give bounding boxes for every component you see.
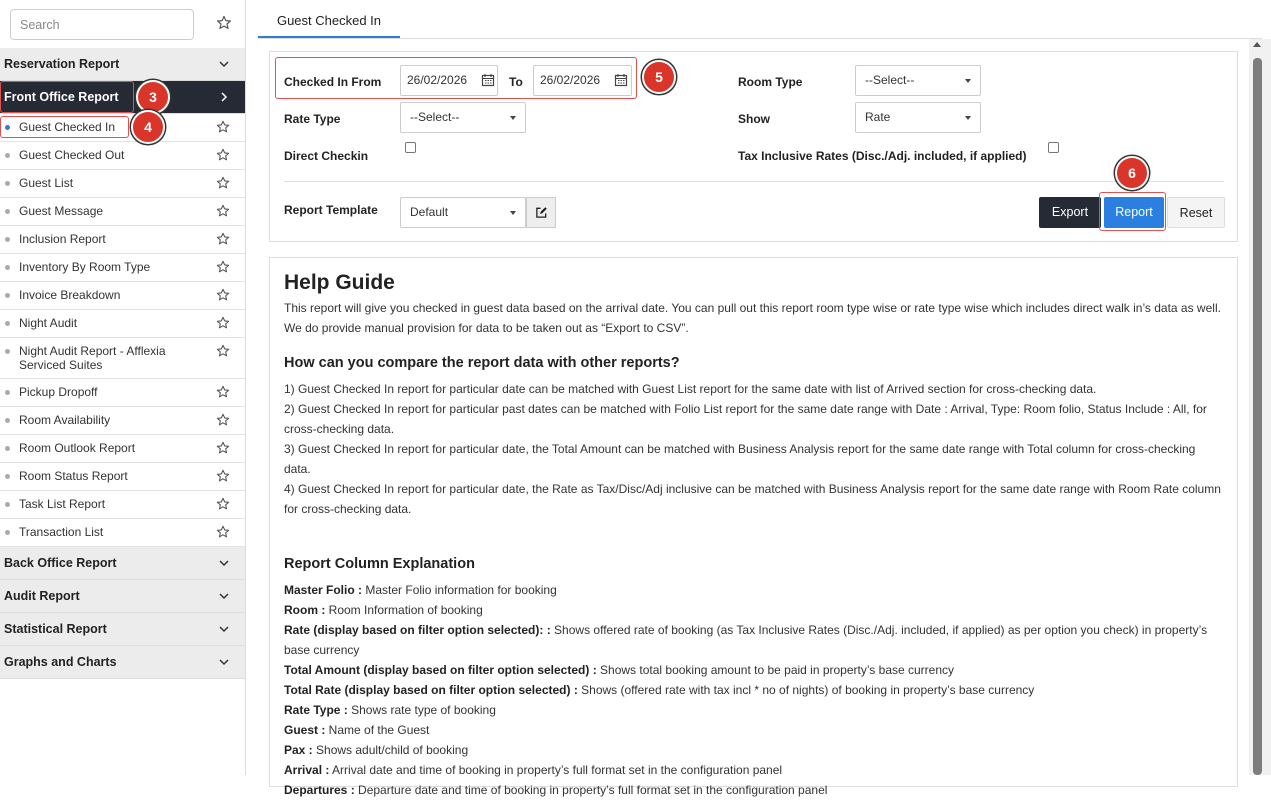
- help-intro: This report will give you checked in guest data based on the arrival date. You can pull out this report room type wise or rate type wise which includes direct walk in’s data as well. We do provide manual provision for data to be taken out as “Export to CSV”.: [284, 301, 1221, 335]
- direct-checkin-label: Direct Checkin: [284, 149, 369, 163]
- column-explanation: [284, 780, 1223, 800]
- column-desc: Name of the Guest: [325, 723, 430, 737]
- bullet-dot-icon: [5, 418, 10, 423]
- compare-list: [284, 379, 1223, 519]
- sidebar-item[interactable]: [0, 519, 245, 547]
- sidebar-item[interactable]: [0, 407, 245, 435]
- column-explanation: [284, 740, 1223, 760]
- step-badge-5: 5: [642, 60, 676, 94]
- compare-item: 1) Guest Checked In report for particular date can be matched with Guest List report for the same date with list of Arrived section for cross-checking data.: [284, 382, 1097, 396]
- column-desc: Shows adult/child of booking: [312, 743, 469, 757]
- sidebar-item[interactable]: [0, 142, 245, 170]
- search-box: [10, 9, 194, 40]
- favorite-star-icon[interactable]: [216, 288, 230, 302]
- column-desc: Shows total booking amount to be paid in property’s base currency: [596, 663, 955, 677]
- sidebar-item-label: Pickup Dropoff: [19, 385, 98, 399]
- column-explanation: [284, 660, 1223, 680]
- favorite-star-icon[interactable]: [216, 497, 230, 511]
- favorite-star-icon[interactable]: [216, 316, 230, 330]
- sidebar-item[interactable]: [0, 226, 245, 254]
- section-label: Reservation Report: [4, 57, 120, 71]
- room-type-select[interactable]: [855, 65, 981, 96]
- dropdown-caret-icon: [510, 211, 516, 215]
- compare-item: 3) Guest Checked In report for particular date, the Total Amount can be matched with Business Analysis report for the same date range with Total column for cross-checking data.: [284, 442, 1196, 476]
- direct-checkin-checkbox[interactable]: [405, 142, 416, 153]
- column-name: Arrival :: [284, 763, 330, 777]
- chevron-down-icon: [217, 589, 231, 603]
- report-button[interactable]: Report: [1104, 197, 1164, 228]
- favorite-star-icon[interactable]: [216, 525, 230, 539]
- chevron-right-icon: [217, 90, 231, 104]
- chevron-down-icon: [217, 57, 231, 71]
- column-desc: Shows (offered rate with tax incl * no of nights) of booking in property’s base currency: [577, 683, 1035, 697]
- bullet-dot-icon: [5, 390, 10, 395]
- show-select[interactable]: [855, 102, 981, 133]
- highlight-date-range: [275, 57, 637, 99]
- step-badge-6: 6: [1115, 156, 1149, 190]
- compare-item: 2) Guest Checked In report for particular past dates can be matched with Folio List report for the same date range with Date : Arrival, Type: Room folio, Status Include : All, for cross-checking data.: [284, 402, 1207, 436]
- section-label: Statistical Report: [4, 622, 107, 636]
- export-button[interactable]: Export: [1039, 197, 1101, 228]
- column-explanation: [284, 620, 1223, 660]
- column-desc: Shows rate type of booking: [347, 703, 496, 717]
- sidebar-item[interactable]: [0, 379, 245, 407]
- section-label: Front Office Report: [4, 90, 119, 104]
- search-input[interactable]: [10, 9, 194, 40]
- show-value: Rate: [865, 110, 891, 124]
- columns-heading: Report Column Explanation: [284, 556, 475, 572]
- compare-item: 4) Guest Checked In report for particular date, the Rate as Tax/Disc/Adj inclusive can be matched with Business Analysis report for the same date range with Room Rate column for cross-checking data.: [284, 482, 1221, 516]
- column-name: Room :: [284, 603, 326, 617]
- compare-heading: How can you compare the report data with other reports?: [284, 355, 680, 371]
- section-graphs-and-charts[interactable]: [0, 646, 245, 679]
- column-explanation: [284, 720, 1223, 740]
- sidebar-item[interactable]: [0, 491, 245, 519]
- show-label: Show: [738, 112, 770, 126]
- bullet-dot-icon: [5, 237, 10, 242]
- sidebar-item-label: Task List Report: [19, 497, 106, 511]
- column-explanation: [284, 700, 1223, 720]
- favorite-star-icon[interactable]: [216, 413, 230, 427]
- bullet-dot-icon: [5, 293, 10, 298]
- favorite-star-icon[interactable]: [216, 148, 230, 162]
- column-explanation: [284, 760, 1223, 780]
- favorite-star-icon[interactable]: [216, 385, 230, 399]
- bullet-dot-icon: [5, 349, 10, 354]
- sidebar-item-label: Guest Checked In: [19, 120, 116, 134]
- favorite-star-icon[interactable]: [216, 204, 230, 218]
- highlight-front-office-report: [0, 81, 134, 113]
- sidebar-item-label: Inventory By Room Type: [19, 260, 151, 274]
- rate-type-select[interactable]: [400, 102, 526, 133]
- sidebar-item[interactable]: [0, 282, 245, 310]
- report-template-value: Default: [410, 205, 449, 219]
- sidebar-item-label: Room Outlook Report: [19, 441, 136, 455]
- report-template-select[interactable]: [400, 197, 526, 228]
- report-template-label: Report Template: [284, 203, 378, 217]
- chevron-down-icon: [217, 556, 231, 570]
- column-name: Guest :: [284, 723, 326, 737]
- sidebar-item[interactable]: [0, 463, 245, 491]
- column-explanation: [284, 580, 1223, 600]
- sidebar-item-label: Transaction List: [19, 525, 104, 539]
- bullet-dot-icon: [5, 181, 10, 186]
- column-desc: Room Information of booking: [325, 603, 483, 617]
- column-desc: Master Folio information for booking: [362, 583, 557, 597]
- favorite-star-icon[interactable]: [216, 344, 230, 358]
- bullet-dot-icon: [5, 321, 10, 326]
- column-explanation: [284, 680, 1223, 700]
- sidebar-item-label: Room Availability: [19, 413, 111, 427]
- sidebar-item[interactable]: [0, 338, 245, 379]
- bullet-dot-icon: [5, 209, 10, 214]
- column-desc: Departure date and time of booking in property’s full format set in the configuration panel: [354, 783, 828, 797]
- column-desc: Shows offered rate of booking (as Tax Inclusive Rates (Disc./Adj. included, if applied) as per option you check) in property’s base currency: [284, 623, 1208, 657]
- tax-inclusive-checkbox[interactable]: [1048, 142, 1059, 153]
- bullet-dot-icon: [5, 446, 10, 451]
- sidebar-item[interactable]: [0, 254, 245, 282]
- favorites-star-icon[interactable]: [216, 15, 232, 31]
- dropdown-caret-icon: [965, 116, 971, 120]
- sidebar-item[interactable]: [0, 435, 245, 463]
- section-label: Graphs and Charts: [4, 655, 117, 669]
- bullet-dot-icon: [5, 530, 10, 535]
- column-desc: Arrival date and time of booking in property’s full format set in the configuration panel: [329, 763, 783, 777]
- column-name: Total Amount (display based on filter option selected) :: [284, 663, 597, 677]
- section-reservation-report[interactable]: [0, 48, 245, 81]
- tab-divider: [258, 38, 1262, 39]
- columns-list: [284, 580, 1223, 800]
- edit-template-button[interactable]: [526, 197, 556, 228]
- rate-type-label: Rate Type: [284, 112, 341, 126]
- sidebar-item-label: Room Status Report: [19, 469, 128, 483]
- section-label: Back Office Report: [4, 556, 117, 570]
- tax-inclusive-label: Tax Inclusive Rates (Disc./Adj. included, if applied): [738, 149, 1027, 163]
- bullet-dot-icon: [5, 502, 10, 507]
- section-audit-report[interactable]: [0, 580, 245, 613]
- column-name: Departures :: [284, 783, 355, 797]
- edit-icon: [535, 206, 548, 219]
- room-type-value: --Select--: [865, 73, 915, 87]
- column-name: Rate (display based on filter option selected): :: [284, 623, 551, 637]
- sidebar-item-label: Guest List: [19, 176, 74, 190]
- section-label: Audit Report: [4, 589, 80, 603]
- help-guide: [269, 257, 1238, 797]
- section-statistical-report[interactable]: [0, 613, 245, 646]
- room-type-label: Room Type: [738, 75, 803, 89]
- reset-button[interactable]: Reset: [1167, 197, 1225, 228]
- to-label: To: [509, 75, 523, 89]
- tab-bar: [258, 0, 1271, 38]
- favorite-star-icon[interactable]: [216, 176, 230, 190]
- favorite-star-icon[interactable]: [216, 260, 230, 274]
- to-date-value: 26/02/2026: [540, 73, 601, 87]
- column-name: Rate Type :: [284, 703, 348, 717]
- sidebar-item-label: Guest Checked Out: [19, 148, 125, 162]
- chevron-down-icon: [217, 655, 231, 669]
- tab-guest-checked-in[interactable]: Guest Checked In: [258, 8, 400, 38]
- sidebar-item-label: Night Audit Report - Afflexia Serviced Suites: [19, 344, 166, 372]
- favorite-star-icon[interactable]: [216, 469, 230, 483]
- dropdown-caret-icon: [965, 79, 971, 83]
- chevron-down-icon: [217, 622, 231, 636]
- bullet-dot-icon: [5, 474, 10, 479]
- divider: [284, 181, 1224, 182]
- sidebar-item[interactable]: [0, 310, 245, 338]
- scrollbar-thumb[interactable]: [1253, 58, 1262, 775]
- sidebar-item-label: Inclusion Report: [19, 232, 106, 246]
- highlight-guest-checked-in: [0, 116, 129, 138]
- sidebar-item-label: Guest Message: [19, 204, 104, 218]
- sidebar-item-label: Night Audit: [19, 316, 78, 330]
- bullet-dot-icon: [5, 265, 10, 270]
- sidebar-item[interactable]: [0, 170, 245, 198]
- step-badge-4: 4: [131, 110, 165, 144]
- column-explanation: [284, 600, 1223, 620]
- help-title: Help Guide: [284, 271, 395, 294]
- favorite-star-icon[interactable]: [216, 120, 230, 134]
- bullet-dot-icon: [5, 153, 10, 158]
- dropdown-caret-icon: [510, 116, 516, 120]
- step-badge-3: 3: [136, 80, 170, 114]
- sidebar-item-label: Invoice Breakdown: [19, 288, 121, 302]
- column-name: Total Rate (display based on filter option selected) :: [284, 683, 578, 697]
- section-back-office-report[interactable]: [0, 547, 245, 580]
- rate-type-value: --Select--: [410, 110, 460, 124]
- column-name: Pax :: [284, 743, 313, 757]
- sidebar-item[interactable]: [0, 198, 245, 226]
- scroll-up-arrow-icon[interactable]: [1253, 42, 1261, 47]
- favorite-star-icon[interactable]: [216, 441, 230, 455]
- checked-in-from-label: Checked In From: [284, 75, 382, 89]
- column-name: Master Folio :: [284, 583, 363, 597]
- highlight-report-button: [1099, 192, 1166, 231]
- favorite-star-icon[interactable]: [216, 232, 230, 246]
- from-date-value: 26/02/2026: [407, 73, 468, 87]
